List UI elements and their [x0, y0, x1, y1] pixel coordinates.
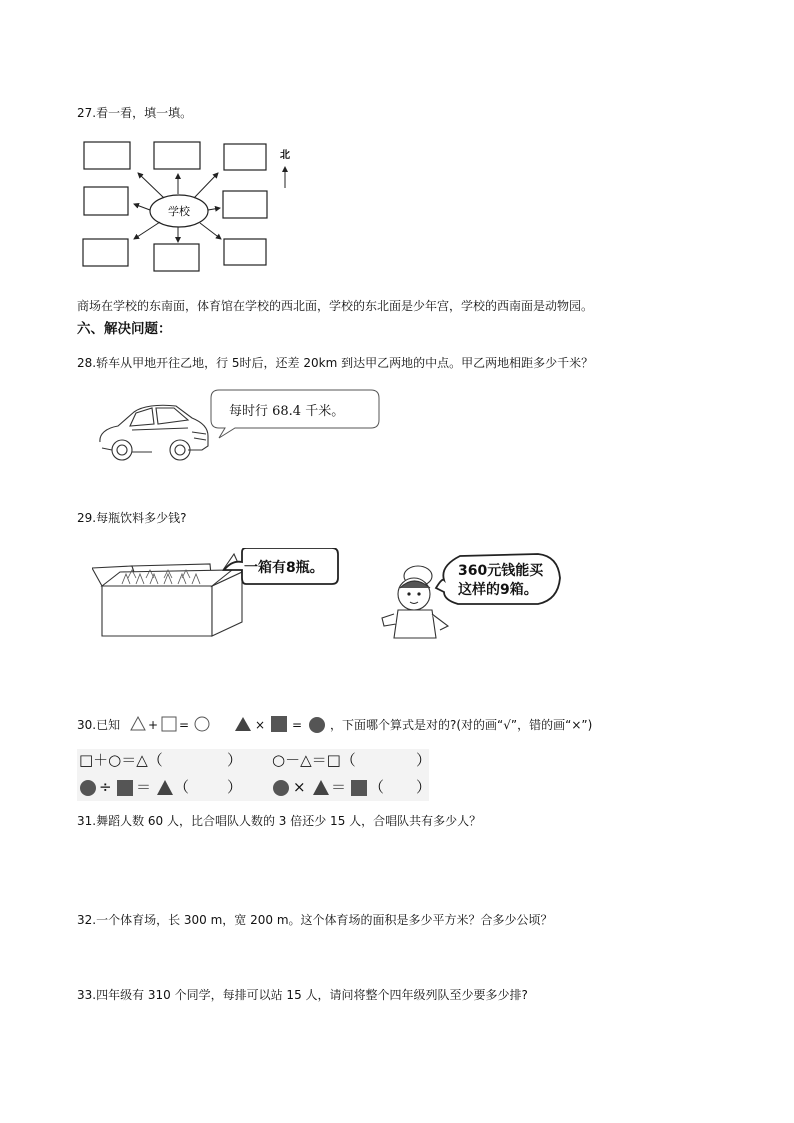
car-bubble-text: 每时行 68.4 千米。 [229, 404, 345, 419]
q30-option-2: ○－△＝□（ [272, 751, 356, 769]
q30-option-2-close[interactable]: ） [416, 751, 432, 769]
option-4-times: × [293, 778, 306, 796]
circle-filled-icon [307, 715, 327, 735]
girl-bubble-line2: 这样的9箱。 [458, 582, 538, 598]
option-3-triangle-filled-icon [155, 778, 175, 798]
option-3-equals: ＝ [136, 778, 152, 796]
q29-title: 29.每瓶饮料多少钱? [77, 511, 187, 525]
option-4-close-paren[interactable]: ） [416, 778, 432, 796]
q27-text: 商场在学校的东南面，体育馆在学校的西北面，学校的东北面是少年宫，学校的西南面是动物园。 [77, 299, 594, 313]
girl-bubble-line1: 360元钱能买 [458, 563, 544, 579]
option-3-divide: ÷ [99, 778, 112, 796]
q27-title: 27.看一看，填一填。 [77, 106, 193, 120]
q32-title: 32.一个体育场，长 300 m，宽 200 m。这个体育场的面积是多少平方米？合多少公顷？ [77, 913, 553, 927]
blank-box-northeast[interactable] [224, 144, 266, 170]
car-illustration [96, 400, 212, 466]
blank-box-southwest[interactable] [83, 239, 128, 266]
triangle-outline-icon [129, 715, 147, 733]
q30-equals-1: = [179, 718, 190, 732]
blank-box-southeast[interactable] [224, 239, 266, 265]
option-4-equals: ＝ [331, 778, 347, 796]
box-bubble-text: 一箱有8瓶。 [244, 560, 324, 576]
q28-title: 28.轿车从甲地开往乙地，行 5时后，还差 20km 到达甲乙两地的中点。甲乙两地相距多少千米？ [77, 356, 594, 370]
blank-box-west[interactable] [84, 187, 128, 215]
blank-box-north[interactable] [154, 142, 200, 169]
square-outline-icon [160, 715, 178, 733]
square-filled-icon [270, 715, 288, 733]
option-4-square-filled-icon [350, 778, 370, 798]
q30-prefix: 30.已知 [77, 718, 121, 732]
north-label: 北 [280, 150, 290, 161]
q30-option-1: □＋○＝△（ [79, 751, 163, 769]
blank-box-east[interactable] [223, 191, 267, 218]
school-label: 学校 [168, 205, 190, 218]
q31-title: 31.舞蹈人数 60 人，比合唱队人数的 3 倍还少 15 人，合唱队共有多少人？ [77, 814, 482, 828]
option-3-close-paren[interactable]: ） [227, 778, 243, 796]
option-4-open-paren[interactable]: （ [369, 778, 385, 796]
q30-suffix: ，下面哪个算式是对的?(对的画“√”，错的画“×”) [330, 718, 593, 732]
blank-box-south[interactable] [154, 244, 199, 271]
circle-outline-icon [193, 715, 211, 733]
option-4-circle-filled-icon [272, 778, 292, 798]
section-title: 六、解决问题： [77, 321, 172, 337]
option-4-triangle-filled-icon [311, 778, 331, 798]
girl-bubble-text [458, 562, 543, 600]
q30-times: × [255, 718, 266, 732]
option-3-square-filled-icon [116, 778, 136, 798]
q30-plus: + [148, 718, 159, 732]
q33-title: 33.四年级有 310 个同学，每排可以站 15 人，请问将整个四年级列队至少要多少排? [77, 988, 528, 1002]
option-3-open-paren[interactable]: （ [174, 778, 190, 796]
blank-box-northwest[interactable] [84, 142, 130, 169]
triangle-filled-icon [233, 715, 253, 733]
q30-option-1-close[interactable]: ） [227, 751, 243, 769]
q30-equals-2: = [292, 718, 303, 732]
option-3-circle-filled-icon [79, 778, 99, 798]
direction-diagram [78, 138, 300, 276]
